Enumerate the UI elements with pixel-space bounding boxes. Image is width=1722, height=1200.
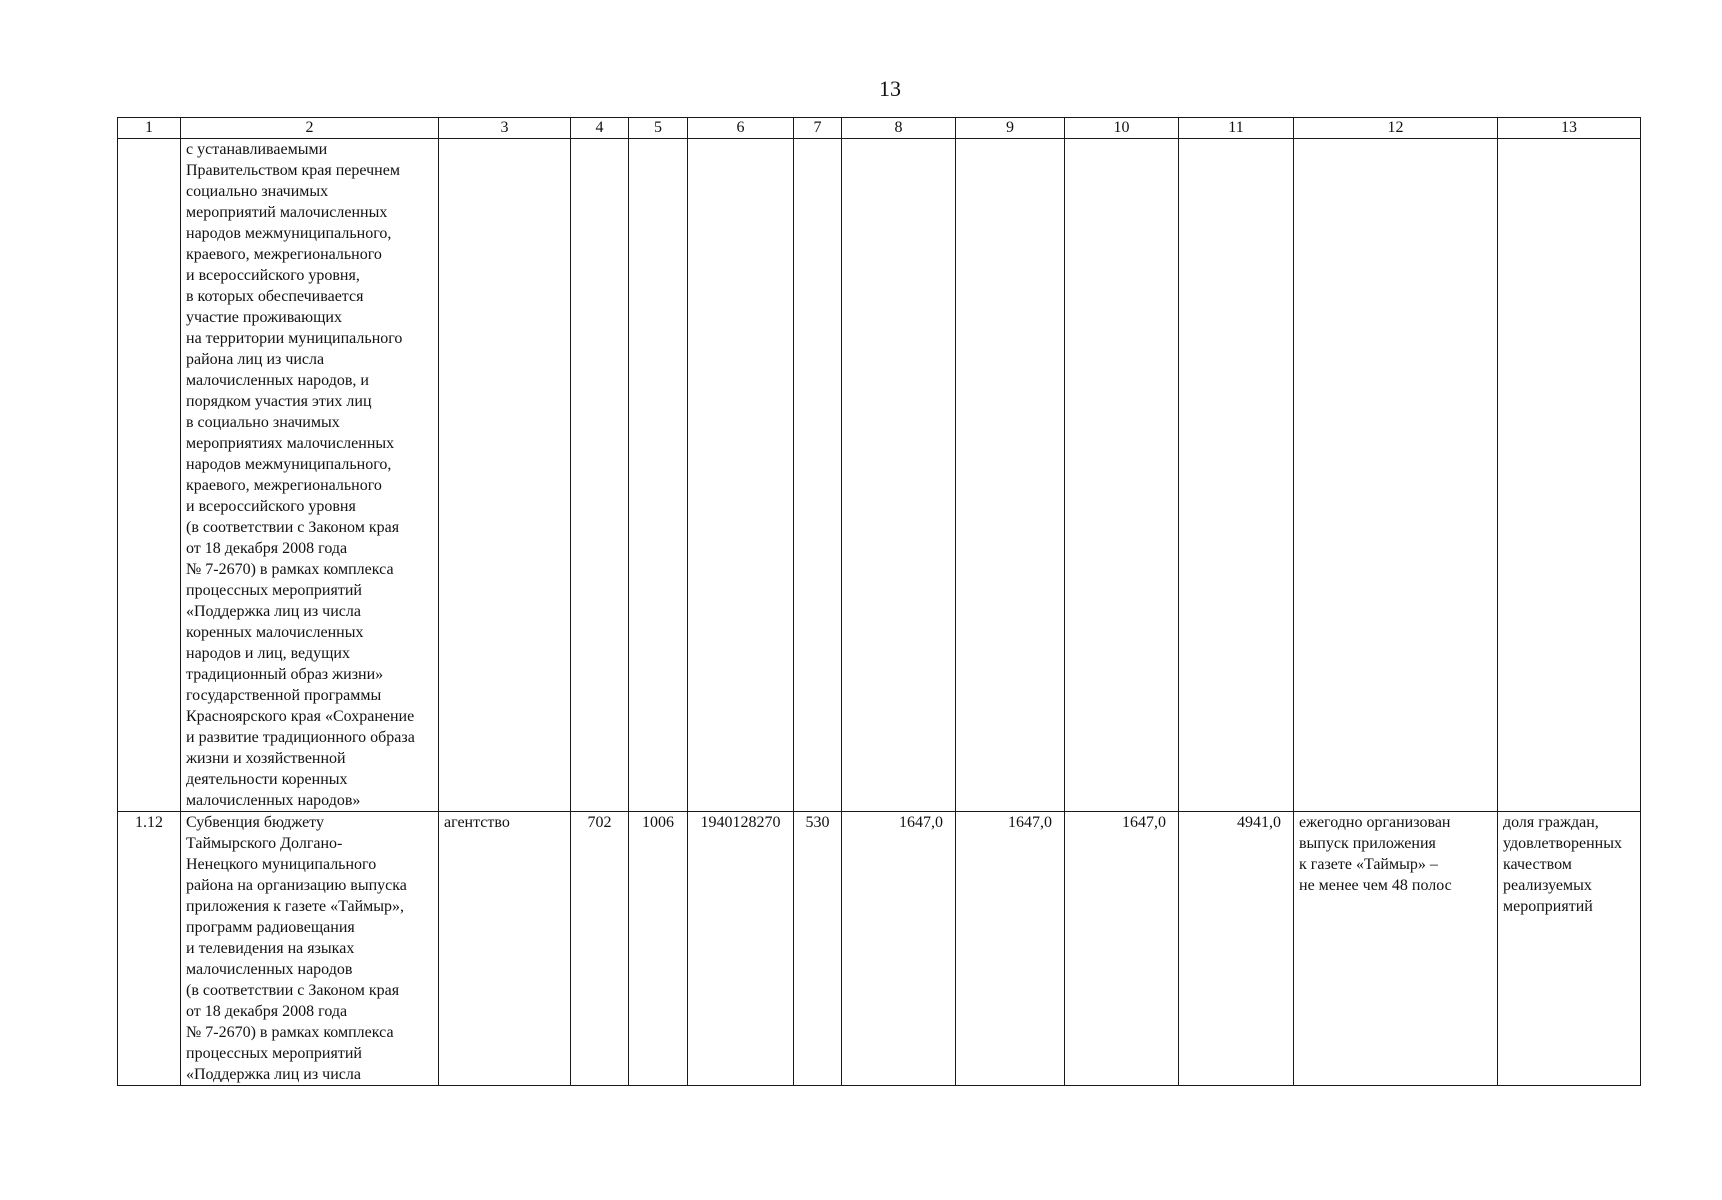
cell-expected-result: ежегодно организован выпуск приложения к газете «Таймыр» – не менее чем 48 полос: [1294, 812, 1498, 1086]
header-col-10: 10: [1065, 118, 1179, 139]
table-row-continuation: [118, 139, 1641, 812]
cell-code-target: 1940128270: [688, 812, 794, 1086]
cell-empty: [794, 139, 842, 812]
header-col-7: 7: [794, 118, 842, 139]
header-col-8: 8: [842, 118, 956, 139]
header-col-12: 12: [1294, 118, 1498, 139]
header-col-4: 4: [571, 118, 629, 139]
cell-amount-year-1: 1647,0: [842, 812, 956, 1086]
cell-amount-total: 4941,0: [1179, 812, 1294, 1086]
cell-empty: [1294, 139, 1498, 812]
cell-empty: [1498, 139, 1641, 812]
header-col-11: 11: [1179, 118, 1294, 139]
cell-empty: [688, 139, 794, 812]
cell-code-expense-type: 530: [794, 812, 842, 1086]
cell-empty: [842, 139, 956, 812]
cell-amount-year-3: 1647,0: [1065, 812, 1179, 1086]
cell-indicator: доля граждан, удовлетворенных качеством реализуемых мероприятий: [1498, 812, 1641, 1086]
cell-empty: [571, 139, 629, 812]
table-header-row: [118, 118, 1641, 139]
cell-item-number: 1.12: [118, 812, 181, 1086]
header-col-9: 9: [956, 118, 1065, 139]
cell-empty: [1065, 139, 1179, 812]
cell-code-grbs: 702: [571, 812, 629, 1086]
table-row-1-12: [118, 812, 1641, 1086]
header-col-13: 13: [1498, 118, 1641, 139]
header-col-3: 3: [439, 118, 571, 139]
header-col-2: 2: [181, 118, 439, 139]
cell-number: [118, 139, 181, 812]
cell-empty: [1179, 139, 1294, 812]
cell-empty: [956, 139, 1065, 812]
cell-administrator: агентство: [439, 812, 571, 1086]
cell-description: с устанавливаемыми Правительством края перечнем социально значимых мероприятий малочисленных народов межмуниципального, краевого, межрегионального и всероссийского уровня, в которых обеспечивается участие проживающих на территории муниципального района лиц из числа малочисленных народов, и порядком участия этих лиц в социально значимых мероприятиях малочисленных народов межмуниципального, краевого, межрегионального и всероссийского уровня (в соответствии с Законом края от 18 декабря 2008 года № 7-2670) в рамках комплекса процессных мероприятий «Поддержка лиц из числа коренных малочисленных народов и лиц, ведущих традиционный образ жизни» государственной программы Красноярского края «Сохранение и развитие традиционного образа жизни и хозяйственной деятельности коренных малочисленных народов»: [181, 139, 439, 812]
cell-empty: [439, 139, 571, 812]
document-table: [117, 117, 1641, 1086]
page-number: 13: [879, 76, 901, 101]
cell-empty: [629, 139, 688, 812]
header-col-1: 1: [118, 118, 181, 139]
cell-description: Субвенция бюджету Таймырского Долгано- Ненецкого муниципального района на организацию выпуска приложения к газете «Таймыр», программ радиовещания и телевидения на языках малочисленных народов (в соответствии с Законом края от 18 декабря 2008 года № 7-2670) в рамках комплекса процессных мероприятий «Поддержка лиц из числа: [181, 812, 439, 1086]
header-col-6: 6: [688, 118, 794, 139]
cell-amount-year-2: 1647,0: [956, 812, 1065, 1086]
cell-code-section: 1006: [629, 812, 688, 1086]
header-col-5: 5: [629, 118, 688, 139]
